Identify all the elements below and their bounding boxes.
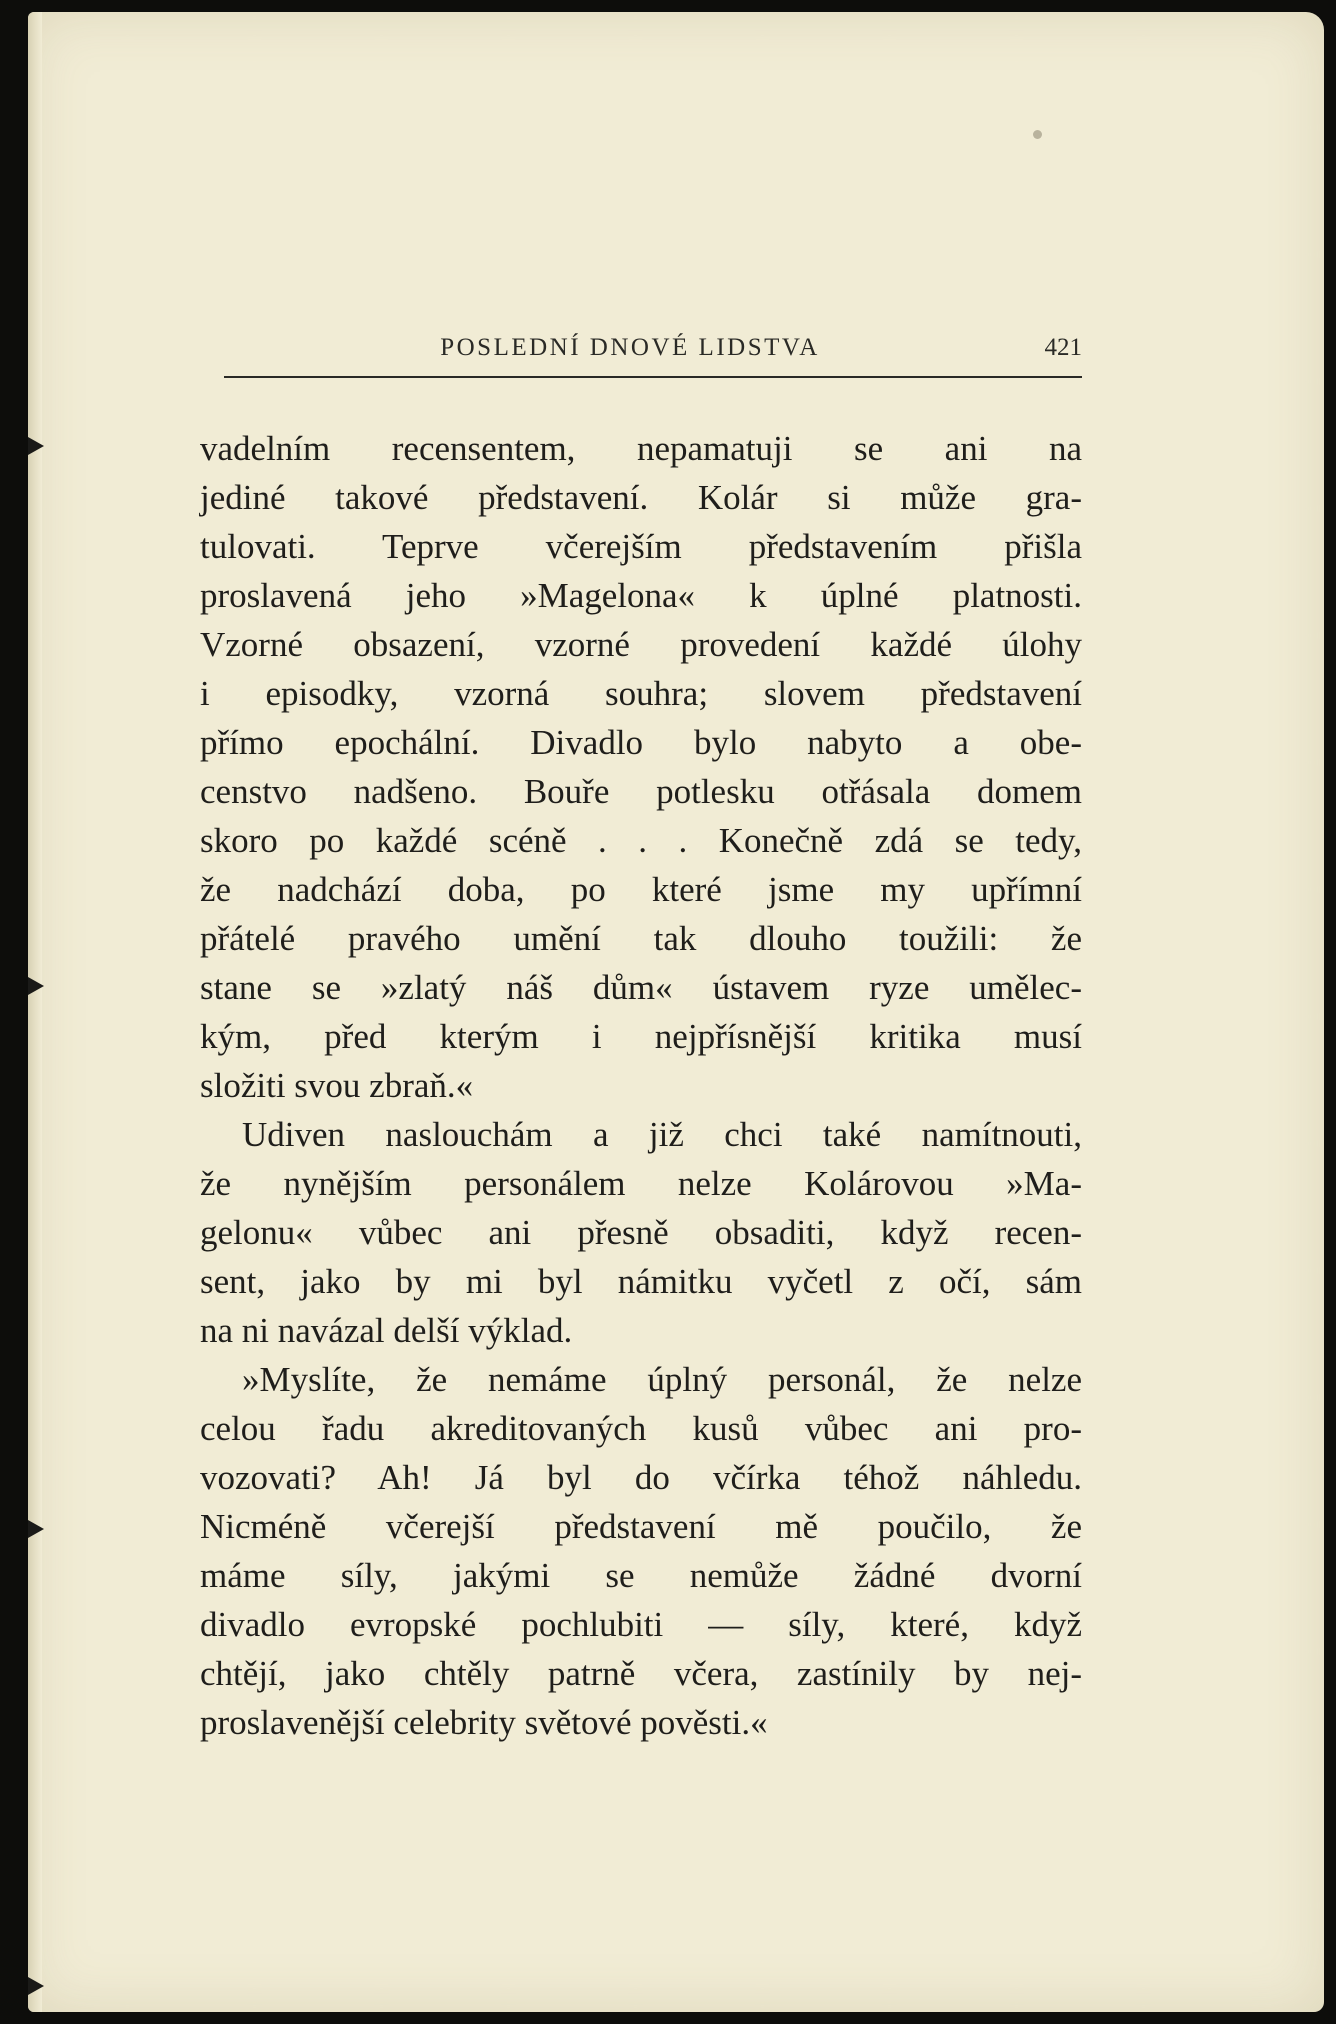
text-line: gelonu« vůbec ani přesně obsaditi, když recen- <box>200 1213 1082 1252</box>
text-line: máme síly, jakými se nemůže žádné dvorní <box>200 1556 1082 1595</box>
binding-mark <box>28 437 44 455</box>
text-line: přímo epochální. Divadlo bylo nabyto a obe- <box>200 723 1082 762</box>
text-line: vadelním recensentem, nepamatuji se ani na <box>200 429 1082 468</box>
page-binding-edge <box>28 12 42 2012</box>
text-line: Nicméně včerejší představení mě poučilo, že <box>200 1507 1082 1546</box>
text-line: proslavená jeho »Magelona« k úplné platnosti. <box>200 576 1082 615</box>
running-title: POSLEDNÍ DNOVÉ LIDSTVA <box>440 334 820 361</box>
text-line: složiti svou zbraň.« <box>200 1066 474 1105</box>
binding-mark <box>28 1520 44 1538</box>
text-line: Vzorné obsazení, vzorné provedení každé úlohy <box>200 625 1082 664</box>
book-page <box>28 12 1324 2012</box>
text-line: celou řadu akreditovaných kusů vůbec ani pro- <box>200 1409 1082 1448</box>
text-line: divadlo evropské pochlubiti — síly, které, když <box>200 1605 1082 1644</box>
text-line: sent, jako by mi byl námitku vyčetl z očí, sám <box>200 1262 1082 1301</box>
text-line: vozovati? Ah! Já byl do včírka téhož náhledu. <box>200 1458 1082 1497</box>
binding-mark <box>28 1977 44 1995</box>
text-line: na ni navázal delší výklad. <box>200 1311 573 1350</box>
text-line: přátelé pravého umění tak dlouho toužili: že <box>200 919 1082 958</box>
binding-mark <box>28 977 44 995</box>
page-number: 421 <box>1044 334 1082 361</box>
paper-speck <box>1033 130 1042 139</box>
text-line: tulovati. Teprve včerejším představením přišla <box>200 527 1082 566</box>
text-line: Udiven naslouchám a již chci také namítnouti, <box>242 1115 1082 1154</box>
text-line: censtvo nadšeno. Bouře potlesku otřásala domem <box>200 772 1082 811</box>
text-line: kým, před kterým i nejpřísnější kritika musí <box>200 1017 1082 1056</box>
body-text <box>200 424 1082 1747</box>
text-line: proslavenější celebrity světové pověsti.« <box>200 1703 768 1742</box>
text-line: skoro po každé scéně . . . Konečně zdá se tedy, <box>200 821 1082 860</box>
text-line: »Myslíte, že nemáme úplný personál, že nelze <box>242 1360 1082 1399</box>
text-line: i episodky, vzorná souhra; slovem představení <box>200 674 1082 713</box>
text-line: že nynějším personálem nelze Kolárovou »Ma- <box>200 1164 1082 1203</box>
running-header <box>224 330 1082 378</box>
text-line: stane se »zlatý náš dům« ústavem ryze umělec- <box>200 968 1082 1007</box>
text-line: chtějí, jako chtěly patrně včera, zastínily by nej- <box>200 1654 1082 1693</box>
text-line: jediné takové představení. Kolár si může gra- <box>200 478 1082 517</box>
text-line: že nadchází doba, po které jsme my upřímní <box>200 870 1082 909</box>
